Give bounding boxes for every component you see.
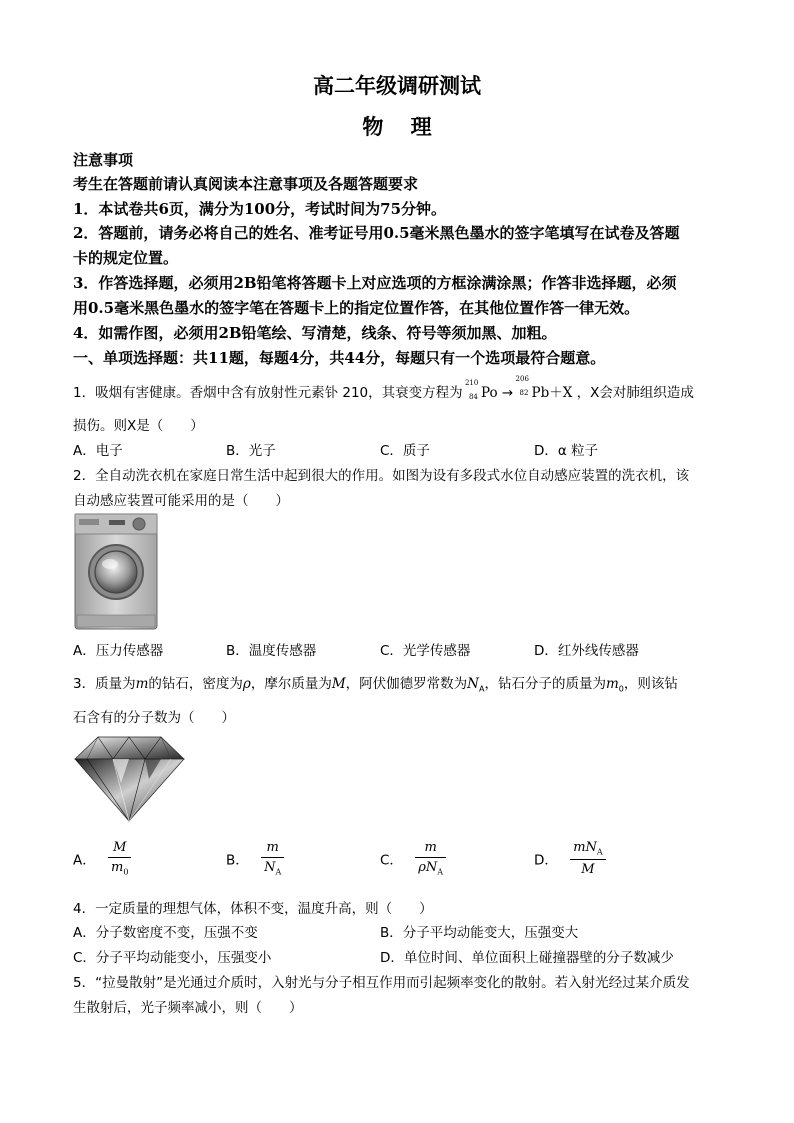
denominator-var: N: [264, 860, 276, 875]
denominator-subscript: A: [275, 867, 282, 877]
var-m: m: [135, 676, 149, 692]
fraction-denominator: [261, 858, 284, 877]
notice-heading: 注意事项: [73, 151, 134, 169]
numerator-m: m: [573, 840, 586, 855]
q3-option-c[interactable]: [380, 840, 446, 877]
q1-stem-line-2: 损伤。则X是（ ）: [73, 418, 204, 434]
po-symbol: Po: [480, 385, 498, 401]
decay-arrow: →: [501, 385, 514, 401]
q3-option-b-fraction: [261, 840, 284, 877]
section-1-heading: 一、单项选择题：共11题，每题4分，共44分，每题只有一个选项最符合题意。: [73, 349, 606, 367]
fraction-numerator: M: [108, 840, 131, 858]
q3-text-f: ，则该钻: [623, 676, 678, 692]
q3-option-c-fraction: [415, 840, 446, 877]
diamond-image: [73, 733, 186, 824]
q1-option-d[interactable]: D．α 粒子: [534, 443, 599, 459]
q2-option-b[interactable]: B．温度传感器: [226, 643, 317, 659]
q4-option-d[interactable]: D．单位时间、单位面积上碰撞器壁的分子数减少: [380, 950, 674, 966]
q2-option-d[interactable]: D．红外线传感器: [534, 643, 639, 659]
var-NA-subscript: A: [478, 684, 485, 694]
denominator-rho: ρ: [418, 860, 426, 875]
notice-item-3-line-1: 3．作答选择题，必须用2B铅笔将答题卡上对应选项的方框涂满涂黑；作答非选择题，必须: [73, 274, 677, 292]
q3-text-a: 3．质量为: [73, 676, 136, 692]
q1-equation-pb: [515, 375, 573, 401]
q1-option-a[interactable]: A．电子: [73, 443, 123, 459]
q2-option-c[interactable]: C．光学传感器: [380, 643, 471, 659]
q4-option-c[interactable]: C．分子平均动能变小，压强变小: [73, 950, 272, 966]
q4-option-a[interactable]: A．分子数密度不变，压强不变: [73, 925, 258, 941]
denominator-subscript: 0: [123, 867, 129, 877]
po-atomic-number: 84: [468, 393, 478, 401]
var-m0-subscript: 0: [618, 684, 624, 694]
q2-option-a[interactable]: A．压力传感器: [73, 643, 164, 659]
q3-option-c-label: C．: [380, 852, 403, 869]
q3-option-d-fraction: [570, 840, 605, 877]
q3-option-d-label: D．: [534, 852, 558, 869]
notice-item-3-line-2: 用0.5毫米黑色墨水的签字笔在答题卡上的指定位置作答，在其他位置作答一律无效。: [73, 299, 640, 317]
fraction-numerator: m: [415, 840, 446, 858]
q3-stem-line-2: 石含有的分子数为（ ）: [73, 710, 235, 726]
fraction-denominator: [415, 858, 446, 877]
pb-symbol: Pb＋X: [531, 385, 573, 401]
q2-stem-line-2: 自动感应装置可能采用的是（ ）: [73, 493, 289, 509]
notice-item-1: 1．本试卷共6页，满分为100分，考试时间为75分钟。: [73, 200, 447, 218]
q3-option-a[interactable]: [73, 840, 131, 877]
q2-stem-line-1: 2．全自动洗衣机在家庭日常生活中起到很大的作用。如图为设有多段式水位自动感应装置的洗衣机，该: [73, 468, 690, 484]
q1-equation-po: [464, 379, 498, 401]
q5-stem-line-2: 生散射后，光子频率减小，则（ ）: [73, 1000, 303, 1016]
var-NA: N: [467, 676, 479, 692]
notice-intro: 考生在答题前请认真阅读本注意事项及各题答题要求: [73, 175, 419, 193]
q5-stem-line-1: 5．“拉曼散射”是光通过介质时，入射光与分子相互作用而引起频率变化的散射。若入射光经过某介质发: [73, 975, 690, 991]
q3-option-b[interactable]: [226, 840, 284, 877]
q3-text-b: 的钻石，密度为: [148, 676, 243, 692]
q4-option-b[interactable]: B．分子平均动能变大，压强变大: [380, 925, 579, 941]
denominator-subscript: A: [437, 867, 444, 877]
notice-item-2-line-2: 卡的规定位置。: [73, 249, 179, 267]
q1-option-c[interactable]: C．质子: [380, 443, 430, 459]
var-M: M: [331, 676, 346, 692]
q3-option-a-label: A．: [73, 852, 96, 869]
pb-mass-number: 206: [515, 375, 529, 383]
q4-stem: 4．一定质量的理想气体，体积不变，温度升高，则（ ）: [73, 901, 433, 917]
fraction-denominator: [108, 858, 131, 877]
numerator-subscript: A: [596, 847, 603, 857]
fraction-denominator: M: [581, 861, 595, 877]
var-rho: ρ: [242, 676, 251, 692]
q3-text-d: ，阿伏伽德罗常数为: [345, 676, 468, 692]
var-m0: m: [605, 676, 619, 692]
fraction-numerator: [570, 840, 605, 860]
q1-stem-line-1: [73, 375, 694, 401]
fraction-numerator: m: [261, 840, 284, 858]
q3-text-c: ，摩尔质量为: [250, 676, 332, 692]
denominator-var: N: [425, 860, 438, 875]
q1-option-b[interactable]: B．光子: [226, 443, 276, 459]
q3-option-d[interactable]: [534, 840, 606, 877]
page-title: 高二年级调研测试: [313, 73, 481, 98]
q3-stem-line-1: [73, 672, 678, 694]
pb-atomic-number: 82: [519, 389, 529, 397]
subject-title: 物 理: [362, 114, 432, 139]
q3-option-a-fraction: [108, 840, 131, 877]
washing-machine-image: [73, 512, 159, 631]
denominator-var: m: [111, 860, 124, 875]
po-mass-number: 210: [464, 379, 479, 387]
numerator-NA: N: [585, 840, 597, 855]
q1-text-a: 1．吸烟有害健康。香烟中含有放射性元素钋 210，其衰变方程为: [73, 385, 463, 401]
notice-item-2-line-1: 2．答题前，请务必将自己的姓名、准考证号用0.5毫米黑色墨水的签字笔填写在试卷及答题: [73, 224, 680, 242]
q3-option-b-label: B．: [226, 852, 249, 869]
q1-text-b: ，X会对肺组织造成: [576, 385, 694, 401]
notice-item-4: 4．如需作图，必须用2B铅笔绘、写清楚，线条、符号等须加黑、加粗。: [73, 324, 557, 342]
q3-text-e: ，钻石分子的质量为: [484, 676, 606, 692]
